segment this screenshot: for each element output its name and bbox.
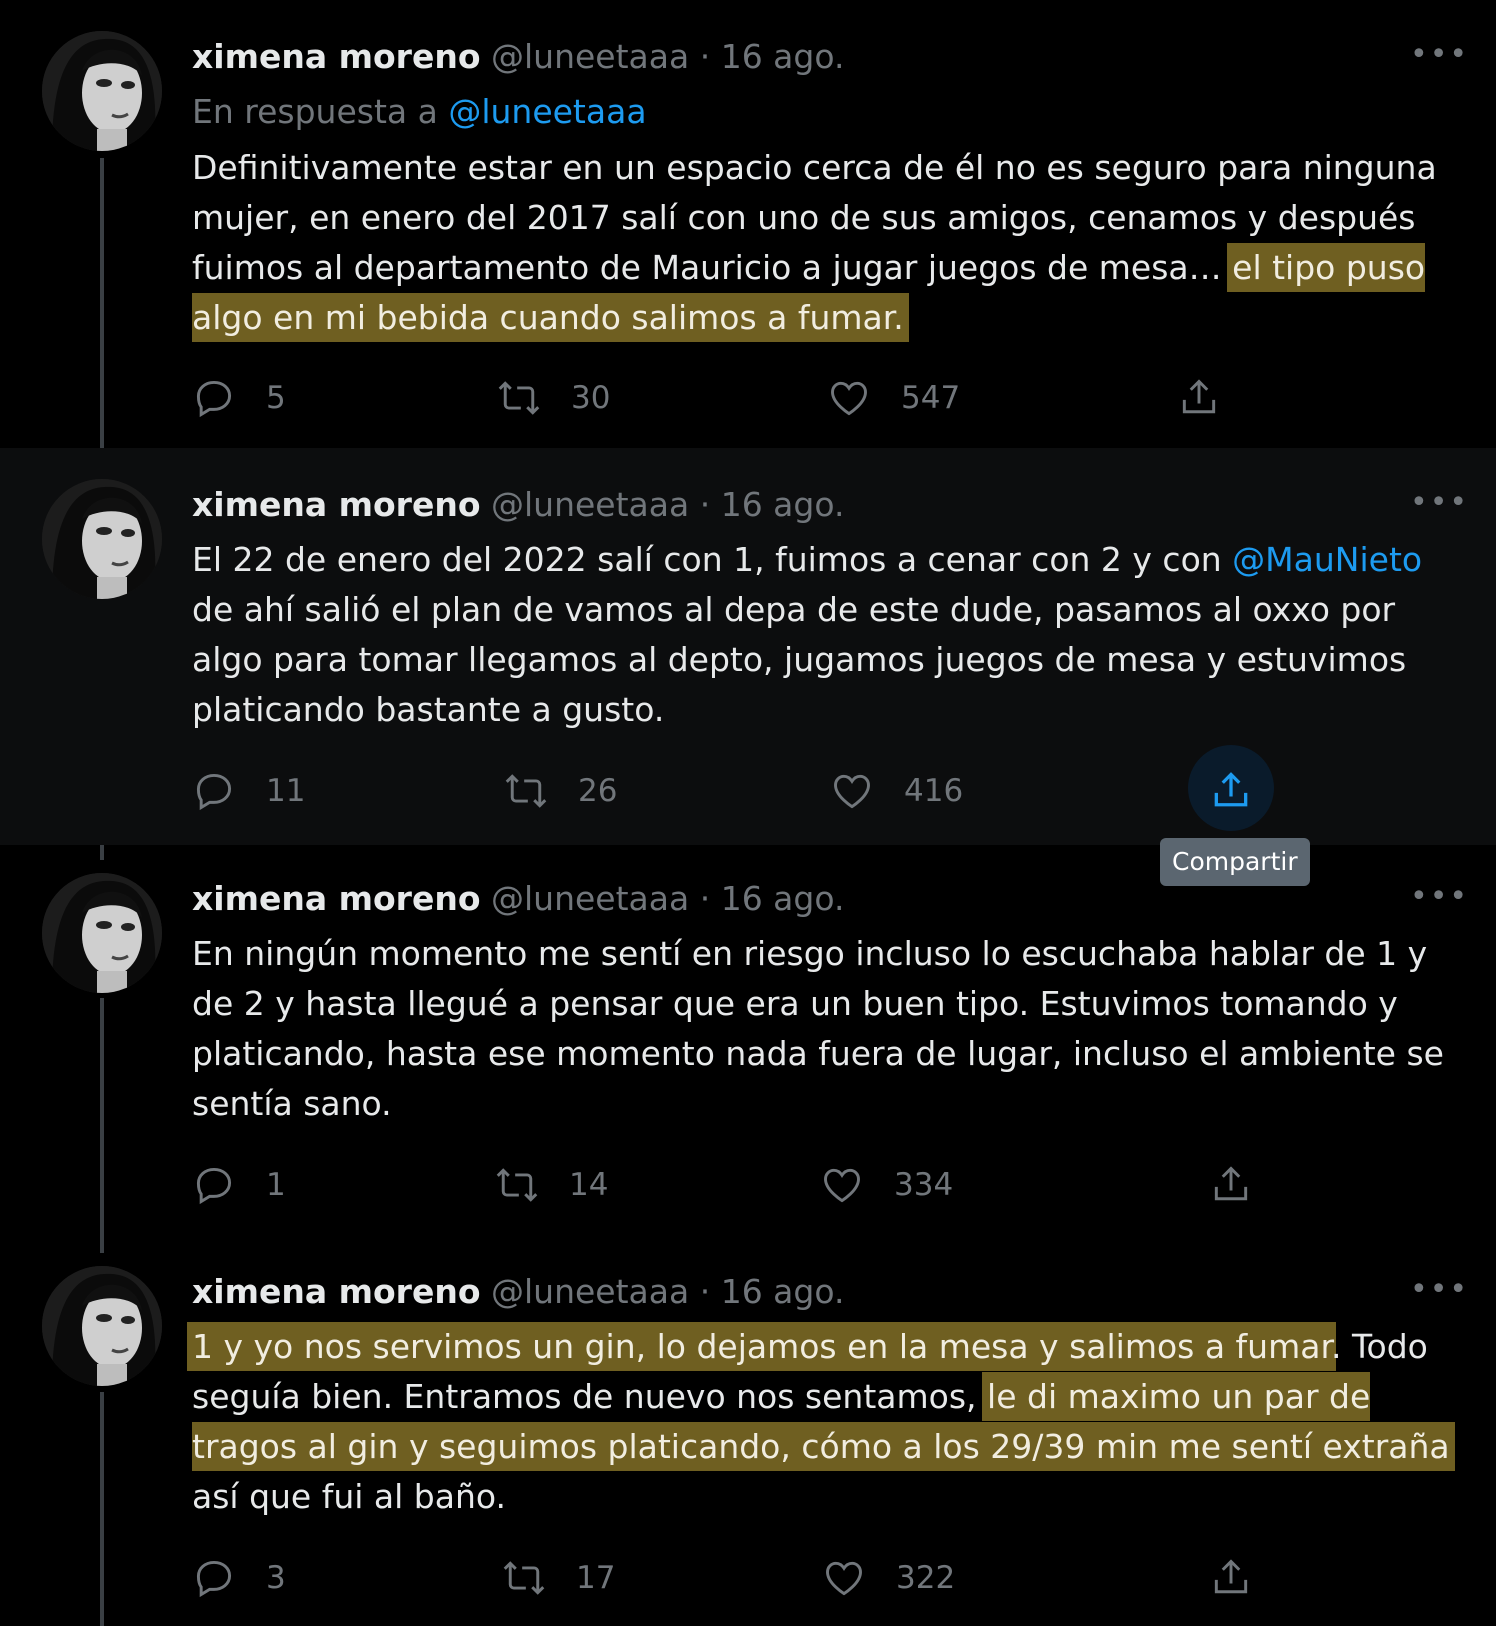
more-icon[interactable]: ••• [1410,879,1470,914]
like-button[interactable] [827,373,960,423]
heart-icon [830,769,874,813]
retweet-icon [495,1163,539,1207]
tweet-text [192,929,1462,1129]
reply-count: 3 [266,1560,286,1596]
retweet-count: 30 [571,380,611,416]
tweet[interactable] [0,448,1496,845]
share-icon [1177,376,1221,420]
retweet-button[interactable] [502,1553,615,1603]
more-icon[interactable]: ••• [1410,1272,1470,1307]
like-count: 416 [904,773,964,809]
share-button[interactable] [1209,1553,1283,1603]
action-bar [192,766,1292,816]
avatar[interactable] [42,479,162,599]
reply-count: 11 [266,773,306,809]
tweet-header [192,37,845,76]
avatar[interactable] [42,873,162,993]
reply-icon [192,769,236,813]
action-bar [192,373,1292,423]
tweet-text [192,535,1462,735]
author-handle[interactable]: @luneetaaa [491,1272,690,1311]
tweet-header [192,879,845,918]
author-name[interactable]: ximena moreno [192,37,481,76]
heart-icon [820,1163,864,1207]
reply-button[interactable] [192,766,305,816]
tweet-date[interactable]: · 16 ago. [699,37,845,76]
tweet-text [192,143,1462,343]
tweet-text-segment: Definitivamente estar en un espacio cerca de él no es seguro para ninguna mujer, en enero del 2017 salí con uno de sus amigos, cenamos y después fuimos al departamento de Mauricio a jugar juegos de mesa… [192,148,1437,287]
reply-button[interactable] [192,373,286,423]
author-name[interactable]: ximena moreno [192,485,481,524]
reply-count: 1 [266,1167,286,1203]
tweet-date[interactable]: · 16 ago. [699,879,845,918]
retweet-icon [504,769,548,813]
tweet[interactable] [0,1238,1496,1626]
tweet-text-segment: así que fui al baño. [192,1477,506,1516]
retweet-icon [502,1556,546,1600]
author-handle[interactable]: @luneetaaa [491,37,690,76]
tweet-text [192,1322,1462,1522]
retweet-count: 26 [578,773,618,809]
like-count: 334 [894,1167,954,1203]
share-icon [1209,1163,1253,1207]
tweet-date[interactable]: · 16 ago. [699,485,845,524]
share-icon [1209,769,1253,813]
author-name[interactable]: ximena moreno [192,1272,481,1311]
avatar[interactable] [42,31,162,151]
share-button[interactable] [1209,1160,1283,1210]
tweet-date[interactable]: · 16 ago. [699,1272,845,1311]
reply-button[interactable] [192,1553,286,1603]
tweet-header [192,1272,845,1311]
like-count: 547 [901,380,961,416]
avatar[interactable] [42,1266,162,1386]
retweet-count: 14 [569,1167,609,1203]
tweet-text-segment: de ahí salió el plan de vamos al depa de este dude, pasamos al oxxo por algo para tomar llegamos al depto, jugamos juegos de mesa y estuvimos platicando bastante a gusto. [192,590,1407,729]
action-bar [192,1553,1292,1603]
reply-icon [192,1556,236,1600]
like-button[interactable] [822,1553,955,1603]
reply-button[interactable] [192,1160,286,1210]
reply-icon [192,1163,236,1207]
more-icon[interactable]: ••• [1410,485,1470,520]
tweet-text-segment: En ningún momento me sentí en riesgo incluso lo escuchaba hablar de 1 y de 2 y hasta llegué a pensar que era un buen tipo. Estuvimos tomando y platicando, hasta ese momento nada fuera de lugar, incluso el ambiente se sentía sano. [192,934,1444,1123]
share-button[interactable] [1177,373,1251,423]
heart-icon [822,1556,866,1600]
reply-mention-link[interactable]: @luneetaaa [448,92,647,131]
retweet-count: 17 [576,1560,616,1596]
reply-icon [192,376,236,420]
like-button[interactable] [830,766,963,816]
tweet-header [192,485,845,524]
retweet-button[interactable] [495,1160,608,1210]
highlighted-text: el tipo puso algo en mi bebida cuando salimos a fumar. [192,248,1426,337]
retweet-button[interactable] [497,373,610,423]
highlighted-text: le di maximo un par de tragos al gin y seguimos platicando, cómo a los 29/39 min me sentí extraña [192,1377,1450,1466]
retweet-button[interactable] [504,766,617,816]
like-count: 322 [896,1560,956,1596]
share-tooltip: Compartir [1160,838,1310,886]
share-button[interactable] [1209,766,1283,816]
tweet-text-segment: . Todo seguía bien. Entramos de nuevo nos sentamos, [192,1327,1428,1416]
author-name[interactable]: ximena moreno [192,879,481,918]
like-button[interactable] [820,1160,953,1210]
retweet-icon [497,376,541,420]
tweet[interactable] [0,845,1496,1238]
tweet-text-segment: El 22 de enero del 2022 salí con 1, fuimos a cenar con 2 y con [192,540,1222,579]
highlighted-text: 1 y yo nos servimos un gin, lo dejamos en la mesa y salimos a fumar [192,1327,1331,1366]
author-handle[interactable]: @luneetaaa [491,485,690,524]
reply-context [192,92,647,131]
author-handle[interactable]: @luneetaaa [491,879,690,918]
tweet[interactable] [0,0,1496,448]
share-icon [1209,1556,1253,1600]
heart-icon [827,376,871,420]
more-icon[interactable]: ••• [1410,37,1470,72]
mention-link[interactable]: @MauNieto [1232,540,1423,579]
action-bar [192,1160,1292,1210]
reply-prefix: En respuesta a [192,92,438,131]
reply-count: 5 [266,380,286,416]
